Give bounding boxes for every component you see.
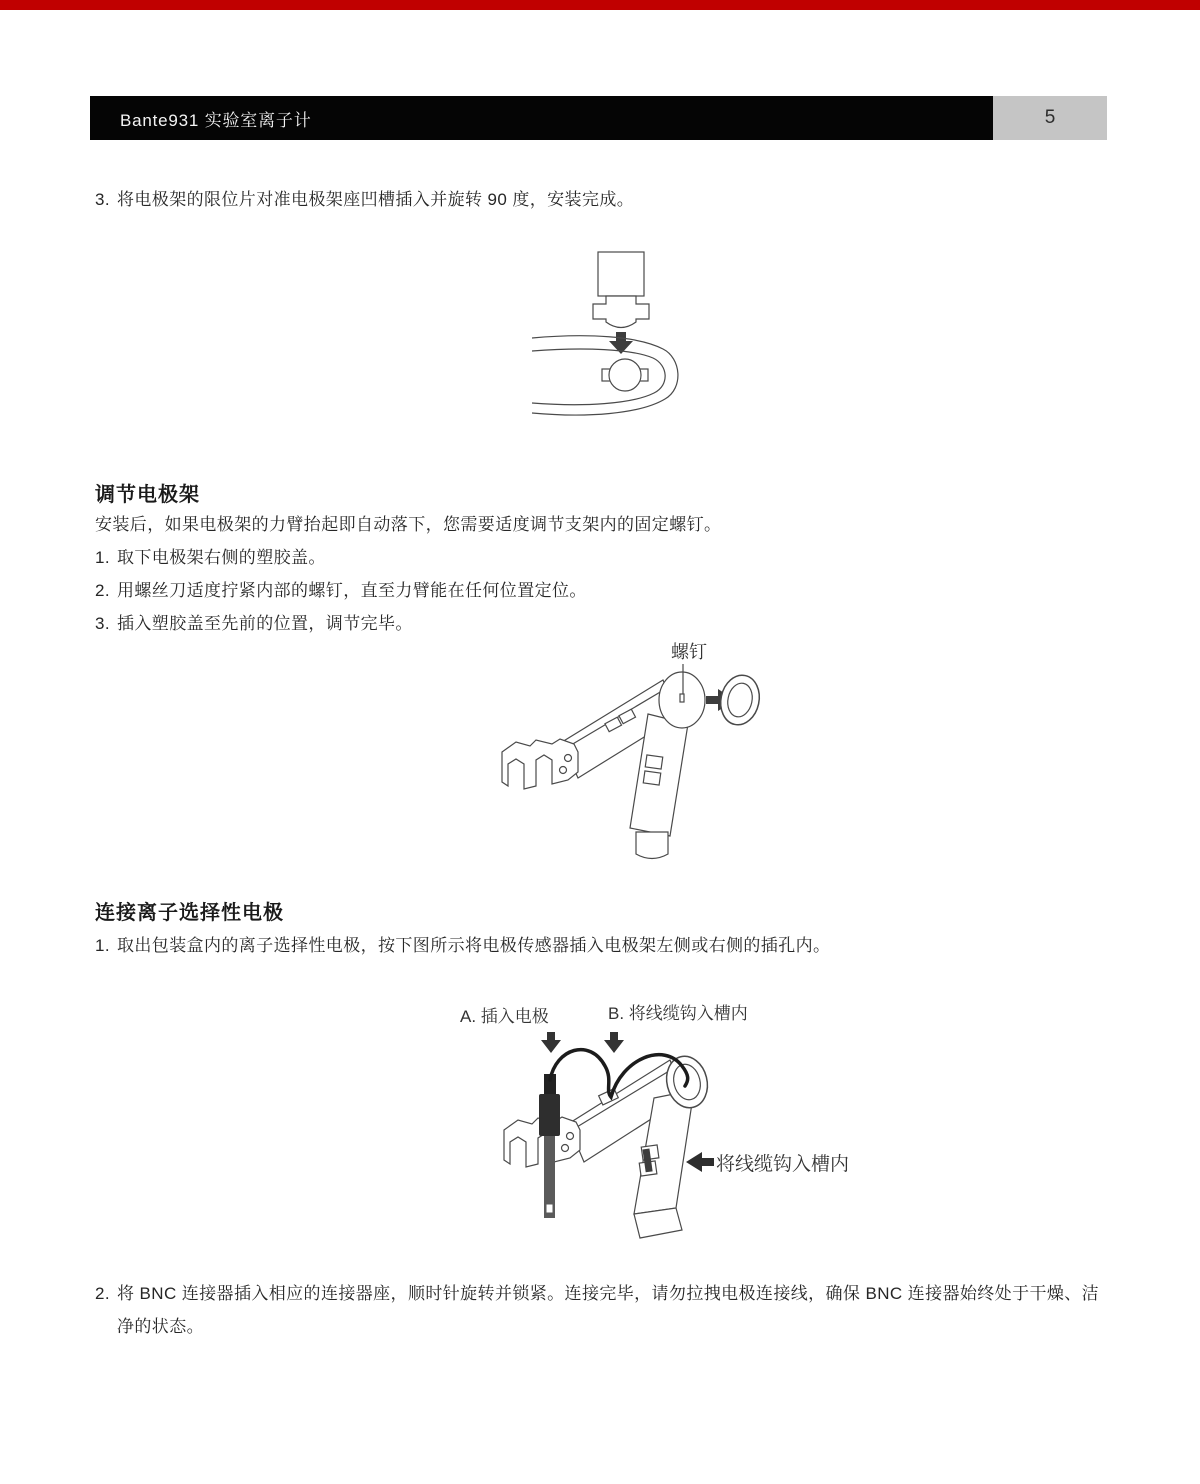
holder-base-diagram bbox=[532, 242, 772, 447]
adjust-step-3 bbox=[95, 612, 1111, 636]
step-text: 取下电极架右侧的塑胶盖。 bbox=[117, 548, 326, 567]
page-number-box bbox=[993, 96, 1107, 140]
adjust-step-1 bbox=[95, 546, 1111, 570]
step-number: 3. bbox=[95, 614, 110, 633]
step-text: 插入塑胶盖至先前的位置，调节完毕。 bbox=[117, 614, 413, 633]
clamp-screw-hole-2 bbox=[562, 1145, 569, 1152]
electrode-cable-diagram bbox=[432, 998, 1012, 1268]
step-text: 将电极架的限位片对准电极架座凹槽插入并旋转 90 度，安装完成。 bbox=[117, 190, 635, 209]
clamp-screw-hole-1 bbox=[567, 1133, 574, 1140]
connect-step-1 bbox=[95, 934, 1111, 958]
page-header-title: Bante931 实验室离子计 bbox=[120, 110, 312, 130]
adjust-intro: 安装后，如果电极架的力臂抬起即自动落下，您需要适度调节支架内的固定螺钉。 bbox=[95, 515, 722, 534]
holder-base-cylinder bbox=[636, 832, 668, 859]
holder-arm-screw-diagram bbox=[478, 636, 788, 876]
support-slot-2 bbox=[643, 771, 661, 785]
support-slot-1 bbox=[645, 755, 663, 769]
step-number: 2. bbox=[95, 581, 110, 600]
install-step-3 bbox=[95, 188, 1111, 212]
electrode-clamp-head bbox=[502, 739, 578, 789]
adjust-step-2 bbox=[95, 579, 1111, 603]
holder-tab-plug-outline bbox=[593, 296, 649, 328]
electrode-cap bbox=[539, 1094, 560, 1136]
section-heading-adjust: 调节电极架 bbox=[95, 484, 200, 506]
label-b: B. 将线缆钩入槽内 bbox=[608, 1004, 748, 1023]
step-text: 取出包装盒内的离子选择性电极，按下图所示将电极传感器插入电极架左侧或右侧的插孔内。 bbox=[117, 936, 831, 955]
electrode-sensor-window bbox=[546, 1204, 553, 1213]
step-number: 1. bbox=[95, 936, 110, 955]
clamp-screw-hole-1 bbox=[565, 755, 572, 762]
figure-adjust-screw bbox=[478, 636, 788, 876]
holder-support-foot bbox=[634, 1208, 682, 1238]
down-arrow-a-icon bbox=[541, 1032, 561, 1053]
label-a: A. 插入电极 bbox=[460, 1007, 549, 1026]
left-arrow-icon bbox=[686, 1152, 714, 1172]
step-number: 2. bbox=[95, 1284, 110, 1303]
step-number: 3. bbox=[95, 190, 110, 209]
page-header-bar bbox=[90, 96, 993, 140]
figure-insert-holder-into-base bbox=[532, 242, 772, 447]
step-text: 将 BNC 连接器插入相应的连接器座，顺时针旋转并锁紧。连接完毕，请勿拉拽电极连接线，确保 BNC 连接器始终处于干燥、洁净的状态。 bbox=[117, 1284, 1100, 1336]
step-text: 用螺丝刀适度拧紧内部的螺钉，直至力臂能在任何位置定位。 bbox=[117, 581, 587, 600]
section-heading-connect: 连接离子选择性电极 bbox=[95, 902, 284, 924]
top-accent-bar bbox=[0, 0, 1200, 10]
screw-label: 螺钉 bbox=[671, 642, 707, 662]
fixing-screw bbox=[680, 694, 684, 702]
connect-step-2 bbox=[95, 1277, 1111, 1343]
clamp-screw-hole-2 bbox=[560, 767, 567, 774]
figure-insert-electrode bbox=[432, 998, 1012, 1268]
page-number: 5 bbox=[1044, 107, 1056, 128]
plastic-cover-ring bbox=[716, 672, 764, 729]
label-side: 将线缆钩入槽内 bbox=[716, 1154, 850, 1175]
step-number: 1. bbox=[95, 548, 110, 567]
keyhole-socket bbox=[609, 359, 641, 391]
holder-post-outline bbox=[598, 252, 644, 296]
down-arrow-b-icon bbox=[604, 1032, 624, 1053]
